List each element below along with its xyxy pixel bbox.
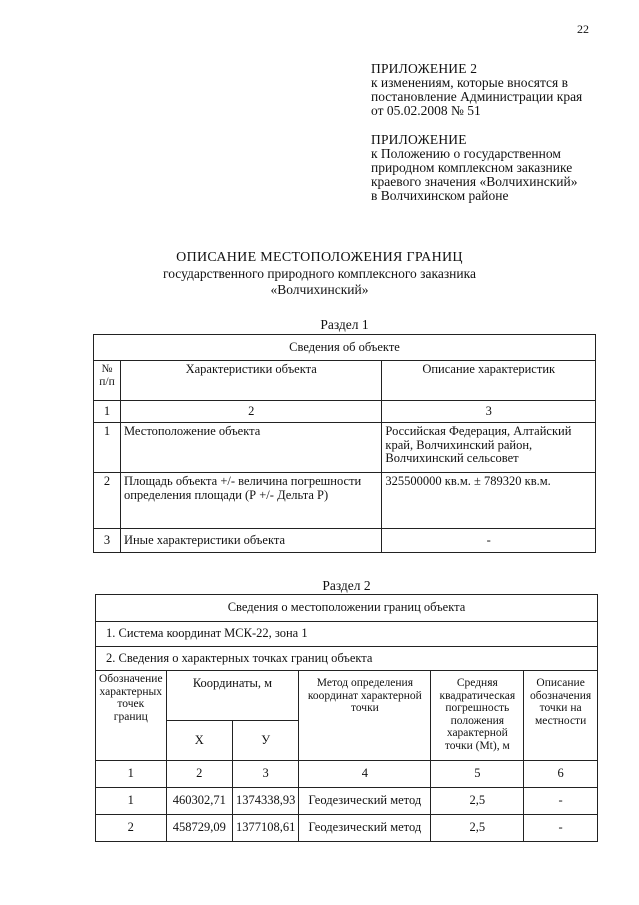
points-title: 2. Сведения о характерных точках границ объекта <box>96 647 598 671</box>
title-line-2: государственного природного комплексного заказника <box>163 266 476 281</box>
appendix-line: от 05.02.2008 № 51 <box>371 103 481 118</box>
index-cell: 1 <box>94 401 121 423</box>
header-cell: Описание характеристик <box>382 361 596 401</box>
header-error: Средняя квадратическая погрешность положения характерной точки (Mt), м <box>431 671 524 761</box>
appendix-block-2 <box>371 133 578 203</box>
point-id: 2 <box>96 815 167 842</box>
title-line-3: «Волчихинский» <box>270 282 369 297</box>
point-method: Геодезический метод <box>299 815 431 842</box>
point-error: 2,5 <box>431 815 524 842</box>
row-number: 3 <box>94 529 121 553</box>
table-title: Сведения о местоположении границ объекта <box>96 595 598 622</box>
appendix-line: в Волчихинском районе <box>371 188 509 203</box>
point-description: - <box>524 788 598 815</box>
index-cell: 2 <box>166 761 232 788</box>
point-x: 460302,71 <box>166 788 232 815</box>
point-method: Геодезический метод <box>299 788 431 815</box>
appendix-line: к Положению о государственном <box>371 146 561 161</box>
index-cell: 4 <box>299 761 431 788</box>
coordinate-system: 1. Система координат МСК-22, зона 1 <box>96 622 598 647</box>
point-y: 1377108,61 <box>232 815 298 842</box>
header-cell: Характеристики объекта <box>120 361 381 401</box>
row-number: 1 <box>94 423 121 473</box>
appendix-line: к изменениям, которые вносятся в <box>371 75 569 90</box>
index-cell: 6 <box>524 761 598 788</box>
row-description: Российская Федерация, Алтайский край, Волчихинский район, Волчихинский сельсовет <box>382 423 596 473</box>
point-id: 1 <box>96 788 167 815</box>
document-title <box>0 250 639 298</box>
row-number: 2 <box>94 473 121 529</box>
row-description: 325500000 кв.м. ± 789320 кв.м. <box>382 473 596 529</box>
header-description: Описание обозначения точки на местности <box>524 671 598 761</box>
section1-label: Раздел 1 <box>320 317 369 332</box>
header-x: X <box>166 721 232 761</box>
table-row <box>96 788 598 815</box>
point-error: 2,5 <box>431 788 524 815</box>
index-cell: 2 <box>120 401 381 423</box>
index-cell: 5 <box>431 761 524 788</box>
page-number: 22 <box>577 22 589 36</box>
point-x: 458729,09 <box>166 815 232 842</box>
boundary-points-table <box>95 594 598 842</box>
object-info-table <box>93 334 596 553</box>
appendix-line: природном комплексном заказнике <box>371 160 573 175</box>
row-name: Площадь объекта +/- величина погрешности определения площади (Р +/- Дельта Р) <box>120 473 381 529</box>
appendix-heading: ПРИЛОЖЕНИЕ <box>371 132 467 147</box>
appendix-heading: ПРИЛОЖЕНИЕ 2 <box>371 61 478 76</box>
title-line-1: ОПИСАНИЕ МЕСТОПОЛОЖЕНИЯ ГРАНИЦ <box>176 250 463 265</box>
header-point: Обозначение характерных точек границ <box>96 671 167 761</box>
point-description: - <box>524 815 598 842</box>
section2-label: Раздел 2 <box>322 578 371 593</box>
appendix-block-1 <box>371 62 582 118</box>
row-name: Местоположение объекта <box>120 423 381 473</box>
appendix-line: постановление Администрации края <box>371 89 583 104</box>
row-name: Иные характеристики объекта <box>120 529 381 553</box>
index-cell: 3 <box>232 761 298 788</box>
header-coordinates: Координаты, м <box>166 671 299 721</box>
table-title: Сведения об объекте <box>94 335 596 361</box>
table-row <box>96 815 598 842</box>
header-cell: № п/п <box>94 361 121 401</box>
header-y: У <box>232 721 298 761</box>
appendix-line: краевого значения «Волчихинский» <box>371 174 578 189</box>
table-row <box>94 529 596 553</box>
table-row <box>94 423 596 473</box>
index-cell: 1 <box>96 761 167 788</box>
table-row <box>94 473 596 529</box>
point-y: 1374338,93 <box>232 788 298 815</box>
index-cell: 3 <box>382 401 596 423</box>
header-method: Метод определения координат характерной точки <box>299 671 431 761</box>
row-description: - <box>382 529 596 553</box>
